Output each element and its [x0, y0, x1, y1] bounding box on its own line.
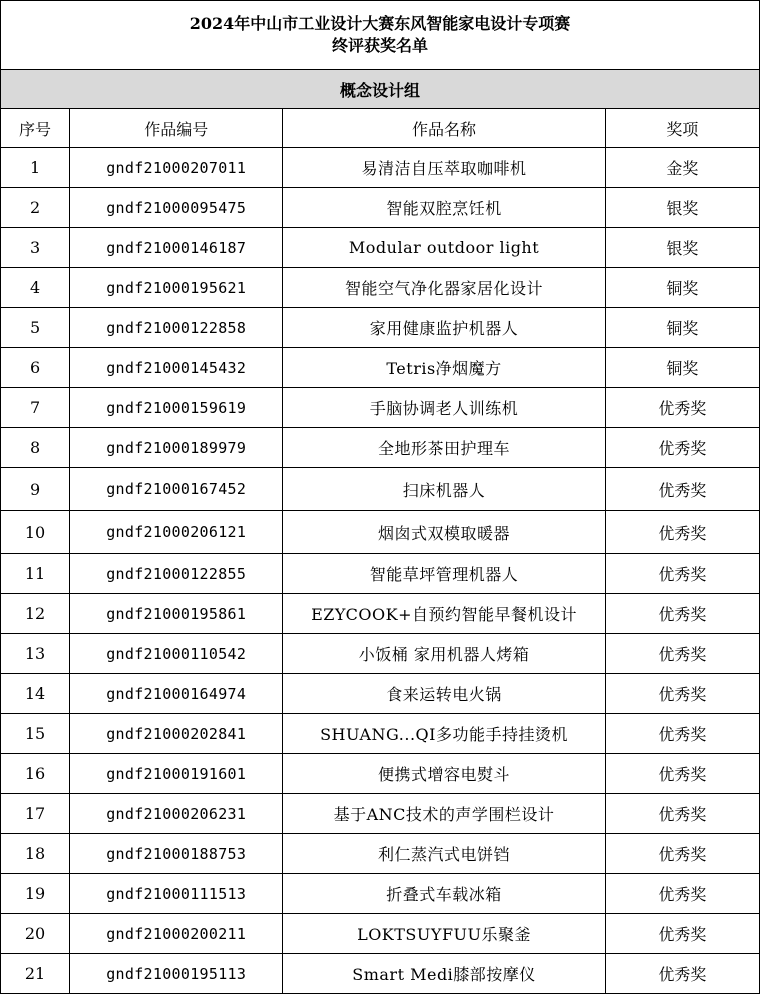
- row-code: gndf21000167452: [70, 468, 283, 511]
- row-award: 优秀奖: [605, 674, 759, 714]
- row-name: EZYCOOK+自预约智能早餐机设计: [283, 594, 605, 634]
- row-index: 8: [1, 428, 70, 468]
- table-row: [1, 914, 760, 954]
- row-award: 优秀奖: [605, 914, 759, 954]
- row-index: 16: [1, 754, 70, 794]
- row-name: 折叠式车载冰箱: [283, 874, 605, 914]
- row-name: 小饭桶 家用机器人烤箱: [283, 634, 605, 674]
- table-row: [1, 308, 760, 348]
- table-row: [1, 228, 760, 268]
- row-index: 18: [1, 834, 70, 874]
- row-award: 优秀奖: [605, 794, 759, 834]
- row-award: 金奖: [605, 148, 759, 188]
- table-row: [1, 468, 760, 511]
- row-award: 优秀奖: [605, 428, 759, 468]
- table-row: [1, 634, 760, 674]
- row-index: 20: [1, 914, 70, 954]
- row-code: gndf21000188753: [70, 834, 283, 874]
- row-index: 19: [1, 874, 70, 914]
- row-award: 银奖: [605, 228, 759, 268]
- row-award: 优秀奖: [605, 714, 759, 754]
- row-code: gndf21000195621: [70, 268, 283, 308]
- header-row: [1, 109, 760, 148]
- table-row: [1, 268, 760, 308]
- row-index: 2: [1, 188, 70, 228]
- row-code: gndf21000195861: [70, 594, 283, 634]
- row-award: 优秀奖: [605, 468, 759, 511]
- row-index: 7: [1, 388, 70, 428]
- row-award: 优秀奖: [605, 634, 759, 674]
- table-row: [1, 388, 760, 428]
- row-name: 食来运转电火锅: [283, 674, 605, 714]
- row-name: 便携式增容电熨斗: [283, 754, 605, 794]
- row-code: gndf21000206231: [70, 794, 283, 834]
- row-award: 优秀奖: [605, 874, 759, 914]
- row-name: 全地形茶田护理车: [283, 428, 605, 468]
- table-row: [1, 554, 760, 594]
- row-name: 智能空气净化器家居化设计: [283, 268, 605, 308]
- row-name: SHUANG...QI多功能手持挂烫机: [283, 714, 605, 754]
- table-row: [1, 874, 760, 914]
- row-index: 21: [1, 954, 70, 994]
- row-award: 优秀奖: [605, 754, 759, 794]
- table-row: [1, 428, 760, 468]
- row-award: 优秀奖: [605, 554, 759, 594]
- row-code: gndf21000159619: [70, 388, 283, 428]
- row-code: gndf21000195113: [70, 954, 283, 994]
- row-code: gndf21000122855: [70, 554, 283, 594]
- header-index: 序号: [1, 109, 70, 148]
- row-award: 优秀奖: [605, 834, 759, 874]
- title-line-2: 终评获奖名单: [331, 36, 428, 55]
- row-index: 3: [1, 228, 70, 268]
- row-index: 10: [1, 511, 70, 554]
- table-row: [1, 148, 760, 188]
- row-code: gndf21000146187: [70, 228, 283, 268]
- header-award: 奖项: [605, 109, 759, 148]
- title-line-1: 2024年中山市工业设计大赛东风智能家电设计专项赛: [189, 14, 571, 33]
- header-name: 作品名称: [283, 109, 605, 148]
- row-code: gndf21000145432: [70, 348, 283, 388]
- row-index: 14: [1, 674, 70, 714]
- row-code: gndf21000122858: [70, 308, 283, 348]
- table-row: [1, 594, 760, 634]
- row-name: Smart Medi膝部按摩仪: [283, 954, 605, 994]
- row-index: 12: [1, 594, 70, 634]
- row-name: 利仁蒸汽式电饼铛: [283, 834, 605, 874]
- row-code: gndf21000202841: [70, 714, 283, 754]
- row-award: 银奖: [605, 188, 759, 228]
- row-code: gndf21000095475: [70, 188, 283, 228]
- row-name: 智能双腔烹饪机: [283, 188, 605, 228]
- row-index: 11: [1, 554, 70, 594]
- group-row: [1, 70, 760, 109]
- row-award: 铜奖: [605, 348, 759, 388]
- header-code: 作品编号: [70, 109, 283, 148]
- row-index: 15: [1, 714, 70, 754]
- row-index: 5: [1, 308, 70, 348]
- table-title: [1, 1, 760, 70]
- table-row: [1, 834, 760, 874]
- row-code: gndf21000206121: [70, 511, 283, 554]
- table-body: [1, 148, 760, 994]
- table-row: [1, 348, 760, 388]
- row-name: 手脑协调老人训练机: [283, 388, 605, 428]
- table-row: [1, 714, 760, 754]
- row-code: gndf21000110542: [70, 634, 283, 674]
- row-name: 基于ANC技术的声学围栏设计: [283, 794, 605, 834]
- row-name: 智能草坪管理机器人: [283, 554, 605, 594]
- table-row: [1, 954, 760, 994]
- row-code: gndf21000189979: [70, 428, 283, 468]
- title-row: [1, 1, 760, 70]
- row-code: gndf21000164974: [70, 674, 283, 714]
- row-index: 17: [1, 794, 70, 834]
- group-label: 概念设计组: [1, 70, 760, 109]
- row-code: gndf21000207011: [70, 148, 283, 188]
- row-award: 优秀奖: [605, 954, 759, 994]
- table-row: [1, 794, 760, 834]
- row-code: gndf21000111513: [70, 874, 283, 914]
- row-name: 扫床机器人: [283, 468, 605, 511]
- row-name: Modular outdoor light: [283, 228, 605, 268]
- row-name: 易清洁自压萃取咖啡机: [283, 148, 605, 188]
- table-row: [1, 511, 760, 554]
- row-name: 家用健康监护机器人: [283, 308, 605, 348]
- row-index: 1: [1, 148, 70, 188]
- row-code: gndf21000200211: [70, 914, 283, 954]
- row-award: 优秀奖: [605, 388, 759, 428]
- table-row: [1, 674, 760, 714]
- row-award: 铜奖: [605, 268, 759, 308]
- row-name: Tetris净烟魔方: [283, 348, 605, 388]
- row-name: LOKTSUYFUU乐聚釜: [283, 914, 605, 954]
- row-award: 优秀奖: [605, 594, 759, 634]
- row-index: 6: [1, 348, 70, 388]
- row-index: 9: [1, 468, 70, 511]
- table-row: [1, 188, 760, 228]
- row-award: 铜奖: [605, 308, 759, 348]
- row-index: 4: [1, 268, 70, 308]
- row-index: 13: [1, 634, 70, 674]
- row-award: 优秀奖: [605, 511, 759, 554]
- table-row: [1, 754, 760, 794]
- row-code: gndf21000191601: [70, 754, 283, 794]
- row-name: 烟囱式双模取暖器: [283, 511, 605, 554]
